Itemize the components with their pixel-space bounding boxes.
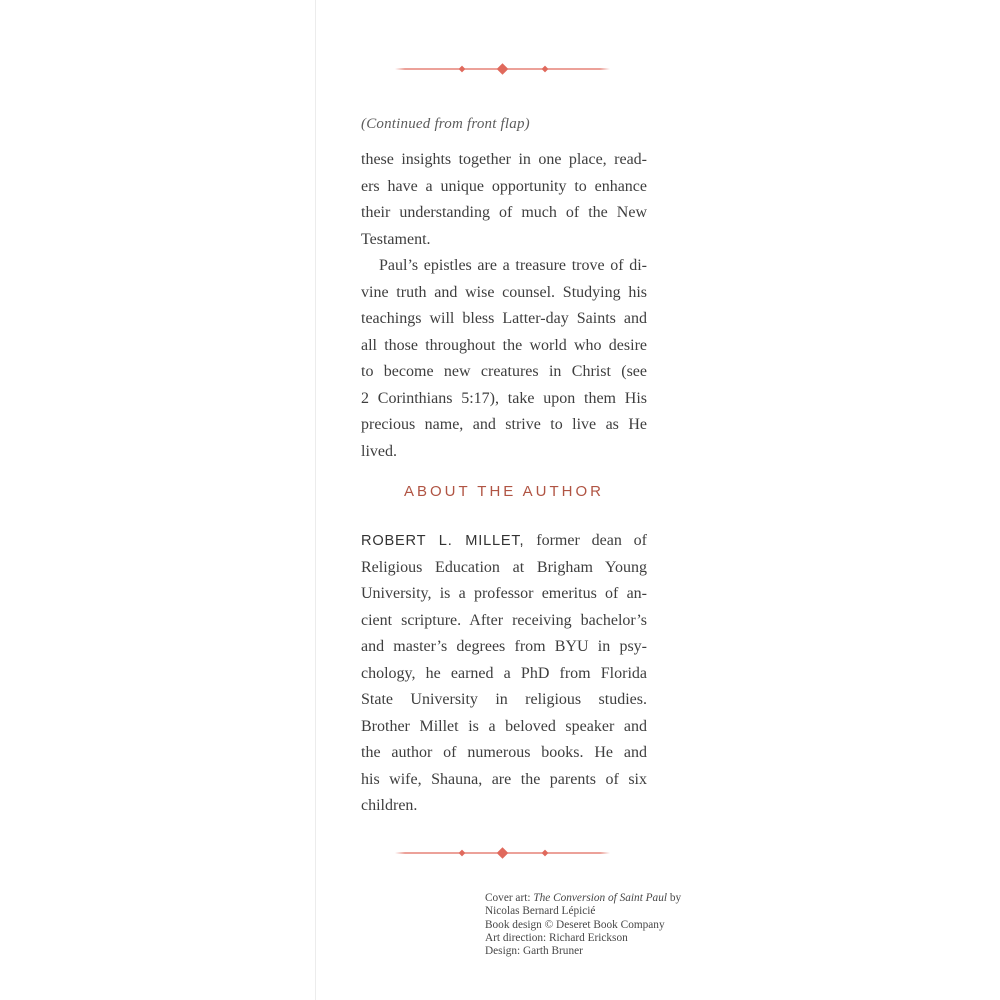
text-line: University, is a professor emeritus of an-	[361, 585, 647, 602]
text-line: cient scripture. After receiving bachelor’s	[361, 611, 647, 629]
diamond-divider-icon	[395, 845, 610, 861]
text-line: Testament.	[361, 230, 431, 248]
text-line: their understanding of much of the New	[361, 204, 647, 221]
text-line: Brother Millet is a beloved speaker and	[361, 717, 647, 735]
text-line: State University in religious studies.	[361, 691, 647, 708]
text-line: these insights together in one place, read-	[361, 151, 647, 168]
author-bio-text	[361, 528, 647, 820]
text-line: and master’s degrees from BYU in psy-	[361, 638, 647, 655]
diamond-divider-icon	[395, 61, 610, 77]
text-line: lived.	[361, 442, 397, 460]
continued-note: (Continued from front flap)	[361, 116, 530, 132]
art-direction-credit: Art direction: Richard Erickson	[485, 931, 628, 944]
diamond-divider-bottom-ornament	[395, 845, 610, 861]
text-line: 2 Corinthians 5:17), take upon them His	[361, 389, 647, 407]
flap-body-text	[361, 147, 647, 465]
flap-fold-edge	[315, 0, 316, 1000]
cover-art-credit-suffix: by	[667, 892, 682, 904]
text-line: vine truth and wise counsel. Studying his	[361, 283, 647, 301]
text-line: Paul’s epistles are a treasure trove of di-	[379, 257, 647, 274]
text-line: his wife, Shauna, are the parents of six	[361, 770, 647, 788]
cover-art-credit	[485, 892, 695, 905]
text-line-rest: former dean of	[524, 532, 647, 549]
book-design-credit: Book design © Deseret Book Company	[485, 918, 665, 931]
text-line: to become new creatures in Christ (see	[361, 363, 647, 380]
text-line: teachings will bless Latter-day Saints and	[361, 310, 647, 327]
text-line: Religious Education at Brigham Young	[361, 558, 647, 576]
diamond-divider-top-ornament	[395, 61, 610, 77]
author-name: ROBERT L. MILLET,	[361, 533, 525, 549]
design-credit: Design: Garth Bruner	[485, 945, 583, 958]
text-line: the author of numerous books. He and	[361, 744, 647, 761]
text-line: precious name, and strive to live as He	[361, 416, 647, 433]
text-line: children.	[361, 797, 418, 814]
cover-art-credit-prefix: Cover art:	[485, 892, 534, 904]
text-line: ers have a unique opportunity to enhance	[361, 177, 647, 195]
text-line: chology, he earned a PhD from Florida	[361, 664, 647, 682]
cover-artist-name: Nicolas Bernard Lépicié	[485, 905, 596, 918]
text-line	[361, 528, 647, 555]
cover-art-title: The Conversion of Saint Paul	[533, 892, 667, 904]
about-the-author-heading: ABOUT THE AUTHOR	[404, 483, 604, 500]
text-line: all those throughout the world who desire	[361, 336, 647, 354]
credits-block	[485, 892, 695, 958]
